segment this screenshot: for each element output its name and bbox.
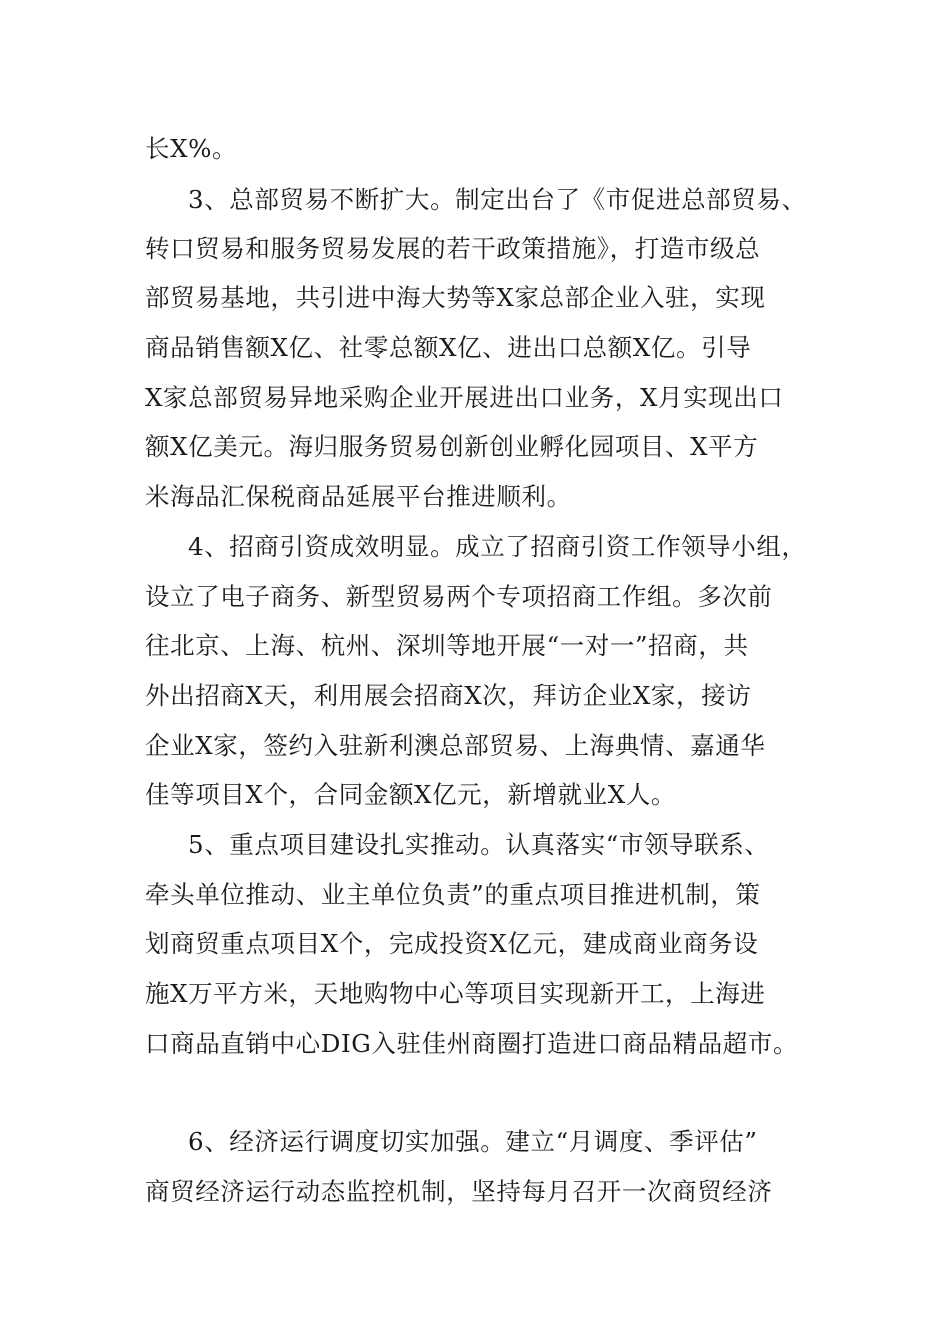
text-line: 商品销售额X亿、社零总额X亿、进出口总额X亿。引导 (145, 333, 752, 362)
paragraph-4-first-line: 4、招商引资成效明显。成立了招商引资工作领导小组， (188, 532, 807, 561)
text-line: X家总部贸易异地采购企业开展进出口业务，X月实现出口 (145, 383, 784, 412)
text-line: 转口贸易和服务贸易发展的若干政策措施》，打造市级总 (145, 234, 761, 263)
text-line: 佳等项目X个，合同金额X亿元，新增就业X人。 (145, 780, 677, 809)
paragraph-5-first-line: 5、重点项目建设扎实推动。认真落实“市领导联系、 (188, 830, 770, 859)
text-line: 企业X家，签约入驻新利澳总部贸易、上海典情、嘉通华 (145, 731, 766, 760)
text-line: 商贸经济运行动态监控机制，坚持每月召开一次商贸经济 (145, 1177, 773, 1206)
text-line: 划商贸重点项目X个，完成投资X亿元，建成商业商务设 (145, 929, 759, 958)
text-line: 设立了电子商务、新型贸易两个专项招商工作组。多次前 (145, 582, 773, 611)
text-line: 口商品直销中心DIG入驻佳州商圈打造进口商品精品超市。 (145, 1029, 799, 1058)
paragraph-6-first-line: 6、经济运行调度切实加强。建立“月调度、季评估” (188, 1127, 758, 1156)
paragraph-3-first-line: 3、总部贸易不断扩大。制定出台了《市促进总部贸易、 (188, 185, 807, 214)
text-line: 外出招商X天，利用展会招商X次，拜访企业X家，接访 (145, 681, 752, 710)
text-line: 施X万平方米，天地购物中心等项目实现新开工，上海进 (145, 979, 766, 1008)
text-line: 长X%。 (145, 134, 238, 163)
text-line: 牵头单位推动、业主单位负责”的重点项目推进机制，策 (145, 880, 761, 909)
text-line: 米海品汇保税商品延展平台推进顺利。 (145, 482, 572, 511)
text-line: 部贸易基地，共引进中海大势等X家总部企业入驻，实现 (145, 283, 766, 312)
text-line: 往北京、上海、杭州、深圳等地开展“一对一”招商，共 (145, 631, 749, 660)
text-line: 额X亿美元。海归服务贸易创新创业孵化园项目、X平方 (145, 432, 759, 461)
